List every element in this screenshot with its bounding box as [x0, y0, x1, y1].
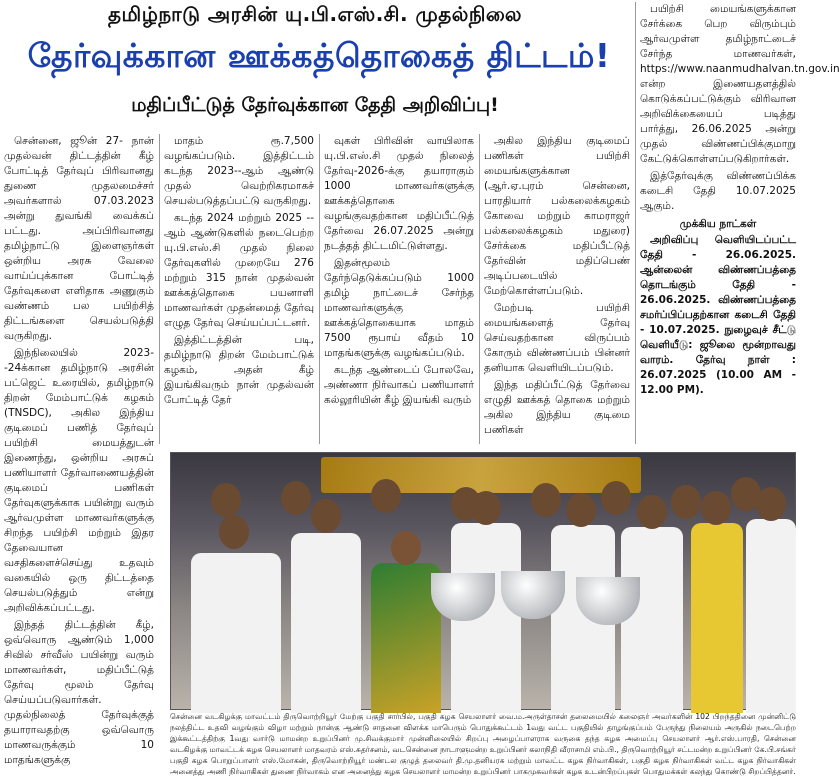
paragraph: இந்தத் திட்டத்தின் கீழ், ஒவ்வொரு ஆண்டும் 1,000 சிவில் சர்வீஸ் பயின்று வரும் மாணவர்கள், மதிப்பீட்டுத் தேர்வு மூலம் தேர்வு செய்யப்படுவார்கள். முதல்நிலைத் தேர்வுக்குத் தயாராவதற்கு ஒவ்வொரு மாணவருக்கும் 10 மாதங்களுக்கு: [4, 619, 154, 766]
person: [671, 485, 701, 519]
person: [471, 491, 501, 525]
article-column-1: [4, 134, 154, 766]
article-column-3: [324, 134, 474, 444]
person: [691, 523, 743, 713]
article-headline: தேர்வுக்கான ஊக்கத்தொகைத் திட்டம்!: [27, 36, 611, 75]
person: [311, 499, 341, 533]
person: [281, 481, 311, 515]
paragraph: சென்னை, ஜூன் 27- நான் முதல்வன் திட்டத்தின் கீழ் போட்டித் தேர்வுப் பிரிவானது துணை முதலமைச்சர் அவர்களால் 07.03.2023 அன்று துவங்கி வைக்கப் பட்டது. அப்பிரிவானது தமிழ்நாட்டு இளைஞர்கள் ஒன்றிய அரசு வேலை வாய்ப்புக்கான போட்டித் தேர்வுகளை எளிதாக அணுகும் வண்ணம் பல பயிற்சித் திட்டங்களை செயல்படுத்தி வருகிறது.: [4, 135, 154, 342]
person: [291, 533, 361, 713]
important-dates-heading: முக்கிய நாட்கள்: [679, 218, 757, 230]
person: [746, 519, 796, 713]
paragraph: கடந்த 2024 மற்றும் 2025 --ஆம் ஆண்டுகளில் நடைபெற்ற யு.பி.எஸ்.சி முதல் நிலை தேர்வுகளில் முறையே 276 மற்றும் 315 நான் முதல்வன் ஊக்கத்தொகை பயனாளி மாணவர்கள் முதன்மைத் தேர்வு எழுத தேர்வு செய்யப்பட்டனர்.: [164, 212, 314, 329]
article-deck: மதிப்பீட்டுத் தேர்வுக்கான தேதி அறிவிப்பு!: [131, 94, 499, 116]
paragraph: இதன்மூலம் தேர்ந்தெடுக்கப்படும் 1000 தமிழ் நாட்டைச் சேர்ந்த மாணவர்களுக்கு ஊக்கத்தொகையாக மாதம் 7500 ரூபாய் வீதம் 10 மாதங்களுக்கு வழங்கப்படும்.: [324, 257, 474, 359]
person: [191, 553, 281, 713]
person: [566, 493, 596, 527]
event-banner: [321, 457, 641, 493]
paragraph: இந்நிலையில் 2023--24க்கான தமிழ்நாடு அரசின் பட்ஜெட் உரையில், தமிழ்நாடு திறன் மேம்பாட்டுக் கழகம் (TNSDC), அகில இந்திய குடிமைப் பணித் தேர்வுப் பயிற்சி மையத்துடன் இணைந்து, ஒன்றிய அரசுப் பணியாளர் தேர்வாணையத்தின் குடிமைப் பணிகள் தேர்வுகளுக்காக பயின்று வரும் ஆர்வமுள்ள மாணவர்களுக்கு சிறந்த பயிற்சி மற்றும் இதர தேவையான வசதிகளைச்செய்து உதவும் வகையில் ஒரு திட்டத்தை செயல்படுத்தும் என்று அறிவிக்கப்பட்டது.: [4, 347, 154, 614]
article-column-2: [164, 134, 314, 444]
important-dates: அறிவிப்பு வெளியிடப்பட்ட தேதி - 26.06.2025. ஆன்லைன் விண்ணப்பத்தை தொடங்கும் தேதி - 26.06.2025. விண்ணப்பத்தை சமர்ப்பிப்பதற்கான கடைசி தேதி - 10.07.2025. நுழைவுச் சீட்டு வெளியீடு: ஜூலை மூன்றாவது வாரம். தேர்வு நாள் : 26.07.2025 (10.00 AM - 12.00 PM).: [640, 234, 796, 396]
column-divider: [479, 134, 480, 444]
paragraph: மாதம் ரூ.7,500 வழங்கப்படும். இத்திட்டம் கடந்த 2023--ஆம் ஆண்டு முதல் வெற்றிகரமாகச் செயல்படுத்தப்பட்டு வருகிறது.: [164, 135, 314, 207]
person: [391, 531, 421, 565]
paragraph: இத்திட்டத்தின் படி, தமிழ்நாடு திறன் மேம்பாட்டுக் கழகம், அதன் கீழ் இயங்கிவரும் நான் முதல்வன் போட்டித் தேர்: [164, 334, 314, 406]
paragraph: மேற்படி பயிற்சி மையங்களைத் தேர்வு செய்வதற்கான விருப்பம் கோரும் விண்ணப்பம் பின்னர் தனியாக வெளியிடப்படும்.: [484, 302, 630, 374]
person: [601, 481, 631, 515]
person: [371, 479, 401, 513]
person: [219, 515, 249, 549]
person: [637, 495, 667, 529]
paragraph: கடந்த ஆண்டைப் போலவே, அண்ணா நிர்வாகப் பணியாளர் கல்லூரியின் கீழ் இயங்கி வரும்: [324, 364, 474, 406]
news-photo: [170, 452, 796, 710]
photo-caption: சென்னை வடகிழக்கு மாவட்டம் திருவொற்றியூர் மேற்கு பகுதி சார்பில், பகுதி கழக செயலாளர் வை.ம.அருள்தாசன் தலைமையில் கலைஞர் அவர்களின் 102 பிறந்ததினை முன்னிட்டு நலத்திட்ட உதவி வழங்கும் விழா மற்றும் நான்கு ஆண்டு சாதனை விளக்க மாபெரும் பொதுக்கூட்டம் 1வது வட்ட பகுதியில் தாழங்குப்பம் பேருந்து நிலையம் அருகில் நடைபெற்ற இக்கூட்டத்திற்கு 1வது வார்டு மாமன்ற உறுப்பினர் மு.சிவக்குமார் முன்னிலையில் சிறப்பு அழைப்பாளராக வருகை தந்த கழக அமைப்பு செயலாளர் ஆர்.எஸ்.பாரதி, சென்னை வடகிழக்கு மாவட்டக் கழக செயலாளர் மாதவரம் எஸ்.சுதர்சனம், வடசென்னை நாடாளுமன்ற உறுப்பினர் கலாநிதி வீராசாமி எம்.பி., திருவொற்றியூர் சட்டமன்ற உறுப்பினர் கே.பி.சங்கர் பகுதி கழக பொறுப்பாளர் எஸ்.மோகன், திருவொற்றியூர் மண்டல குழுத் தலைவர் தி.மு.தனியரசு மற்றும் மாவட்ட கழக நிர்வாகிகள், பகுதி கழக நிர்வாகிகள் வட்ட கழக நிர்வாகிகள் அனைத்து அணி நிர்வாகிகள் துணை நிர்வாகம் என அனைத்து கழக செயலாளர் மாமன்ற உறுப்பினர் பாகமுகவர்கள் கழக உடன்பிறப்புகள் பொதுமக்கள் கலந்து கொண்டு சிறப்பித்தனர்.: [170, 712, 796, 776]
person: [621, 527, 683, 713]
paragraph: பயிற்சி மையங்களுக்கான சேர்க்கை பெற விரும்பும் ஆர்வமுள்ள தமிழ்நாட்டைச் சேர்ந்த மாணவர்கள், https://www.naanmudhalvan.tn.gov.in என்ற இணையதளத்தில் கொடுக்கப்பட்டுக்கும் விரிவான அறிவிக்கையைப் படித்து பார்த்து, 26.06.2025 அன்று முதல் விண்ணப்பிக்குமாறு கேட்டுக்கொள்ளப்படுகிறார்கள்.: [640, 3, 840, 165]
article-column-4: [484, 134, 630, 444]
column-divider: [635, 2, 636, 444]
paragraph: வுகள் பிரிவின் வாயிலாக யு.பி.எஸ்.சி முதல் நிலைத் தேர்வு-2026-க்கு தயாராகும் 1000 மாணவர்களுக்கு ஊக்கத்தொகை வழங்குவதற்கான மதிப்பீட்டுத் தேர்வை 26.07.2025 அன்று நடத்தத் திட்டமிட்டுள்ளது.: [324, 135, 474, 252]
paragraph: இத்தேர்வுக்கு விண்ணப்பிக்க கடைசி தேதி 10.07.2025 ஆகும்.: [640, 170, 796, 212]
person: [756, 487, 786, 521]
paragraph: இந்த மதிப்பீட்டுத் தேர்வை எழுதி ஊக்கத் தொகை மற்றும் அகில இந்திய குடிமை பணிகள்: [484, 379, 630, 436]
person: [531, 483, 561, 517]
column-divider: [159, 134, 160, 444]
column-divider: [319, 134, 320, 444]
person: [701, 491, 731, 525]
paragraph: அகில இந்திய குடிமைப் பணிகள் பயிற்சி மையங்களுக்கான (ஆர்.ஏ.புரம் சென்னை, பாரதியார் பல்கலைக்கழகம் கோவை மற்றும் காமராஜர் பல்கலைக்கழகம் மதுரை) சேர்க்கை மதிப்பீட்டுத் தேர்வின் மதிப்பெண் அடிப்படையில் மேற்கொள்ளப்படும்.: [484, 135, 630, 297]
article-column-5: [640, 2, 840, 452]
person: [211, 483, 241, 517]
article-kicker: தமிழ்நாடு அரசின் யு.பி.எஸ்.சி. முதல்நிலை: [108, 2, 522, 26]
